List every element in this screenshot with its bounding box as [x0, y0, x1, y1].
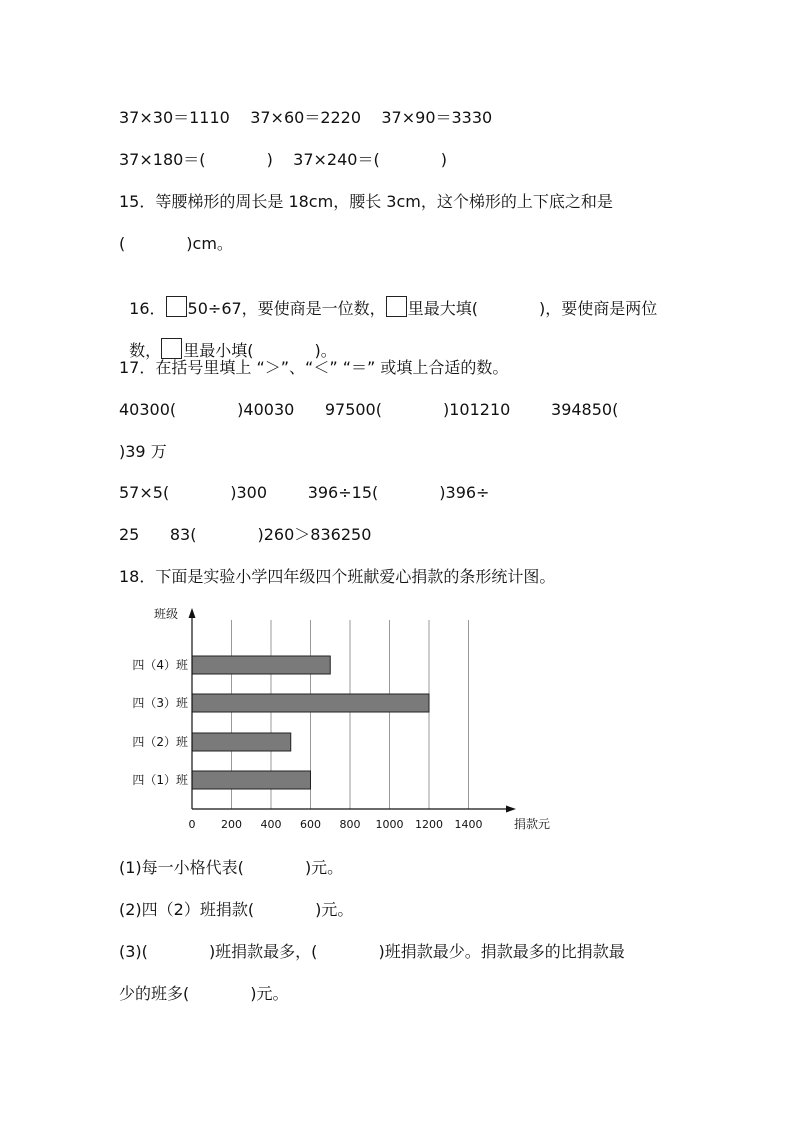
question-18-part-3-cont: 少的班多( )元。 — [119, 984, 289, 1003]
blank-box[interactable] — [386, 296, 407, 317]
question-15-answer: ( )cm。 — [119, 234, 233, 253]
question-16-number: 16． — [129, 299, 166, 318]
question-18-part-2: (2)四（2）班捐款( )元。 — [119, 900, 354, 919]
x-tick-label: 1000 — [375, 818, 404, 831]
question-16-text-a: 50÷67，要使商是一位数， — [187, 299, 386, 318]
bar — [192, 694, 429, 712]
blank-box[interactable] — [161, 338, 182, 359]
y-category-label: 四（2）班 — [132, 735, 188, 749]
x-tick-label: 200 — [221, 818, 242, 831]
x-tick-label: 400 — [260, 818, 282, 831]
question-16-cont — [119, 316, 337, 362]
x-tick-label: 1400 — [454, 818, 483, 831]
compare-row-1: 40300( )40030 97500( )101210 394850( — [119, 400, 619, 419]
question-18-part-1: (1)每一小格代表( )元。 — [119, 858, 344, 877]
bar-chart — [118, 598, 578, 838]
blank-box[interactable] — [166, 296, 187, 317]
question-16-text-b: 里最大填( )，要使商是两位 — [407, 299, 658, 318]
bar — [192, 733, 291, 751]
y-category-label: 四（4）班 — [132, 658, 188, 672]
x-tick-label: 800 — [339, 818, 361, 831]
question-16 — [119, 274, 657, 320]
x-tick-label: 1200 — [415, 818, 443, 831]
x-axis-arrow — [506, 806, 516, 813]
line-products: 37×30＝1110 37×60＝2220 37×90＝3330 — [119, 108, 493, 127]
y-axis-arrow — [189, 608, 196, 618]
y-category-label: 四（3）班 — [132, 696, 188, 710]
y-category-label: 四（1）班 — [132, 773, 188, 787]
compare-row-1-cont: )39 万 — [119, 442, 167, 461]
y-axis-label: 班级 — [154, 607, 179, 621]
compare-row-2: 57×5( )300 396÷15( )396÷ — [119, 483, 490, 502]
x-tick-label: 0 — [188, 818, 196, 831]
question-18: 18．下面是实验小学四年级四个班献爱心捐款的条形统计图。 — [119, 567, 556, 586]
question-16-text-c: 数， — [129, 341, 162, 360]
bar — [192, 656, 330, 674]
question-16-text-d: 里最小填( )。 — [183, 341, 337, 360]
line-products-blanks: 37×180＝( ) 37×240＝( ) — [119, 150, 447, 169]
question-17: 17．在括号里填上 “＞”、“＜” “＝” 或填上合适的数。 — [119, 358, 509, 377]
compare-row-2-cont: 25 83( )260＞836250 — [119, 525, 372, 544]
question-15: 15．等腰梯形的周长是 18cm，腰长 3cm，这个梯形的上下底之和是 — [119, 192, 613, 211]
bar — [192, 771, 311, 789]
chart-labels — [132, 606, 550, 831]
x-axis-label: 捐款元 — [514, 817, 551, 831]
x-tick-label: 600 — [300, 818, 321, 831]
question-18-part-3: (3)( )班捐款最多，( )班捐款最少。捐款最多的比捐款最 — [119, 942, 625, 961]
